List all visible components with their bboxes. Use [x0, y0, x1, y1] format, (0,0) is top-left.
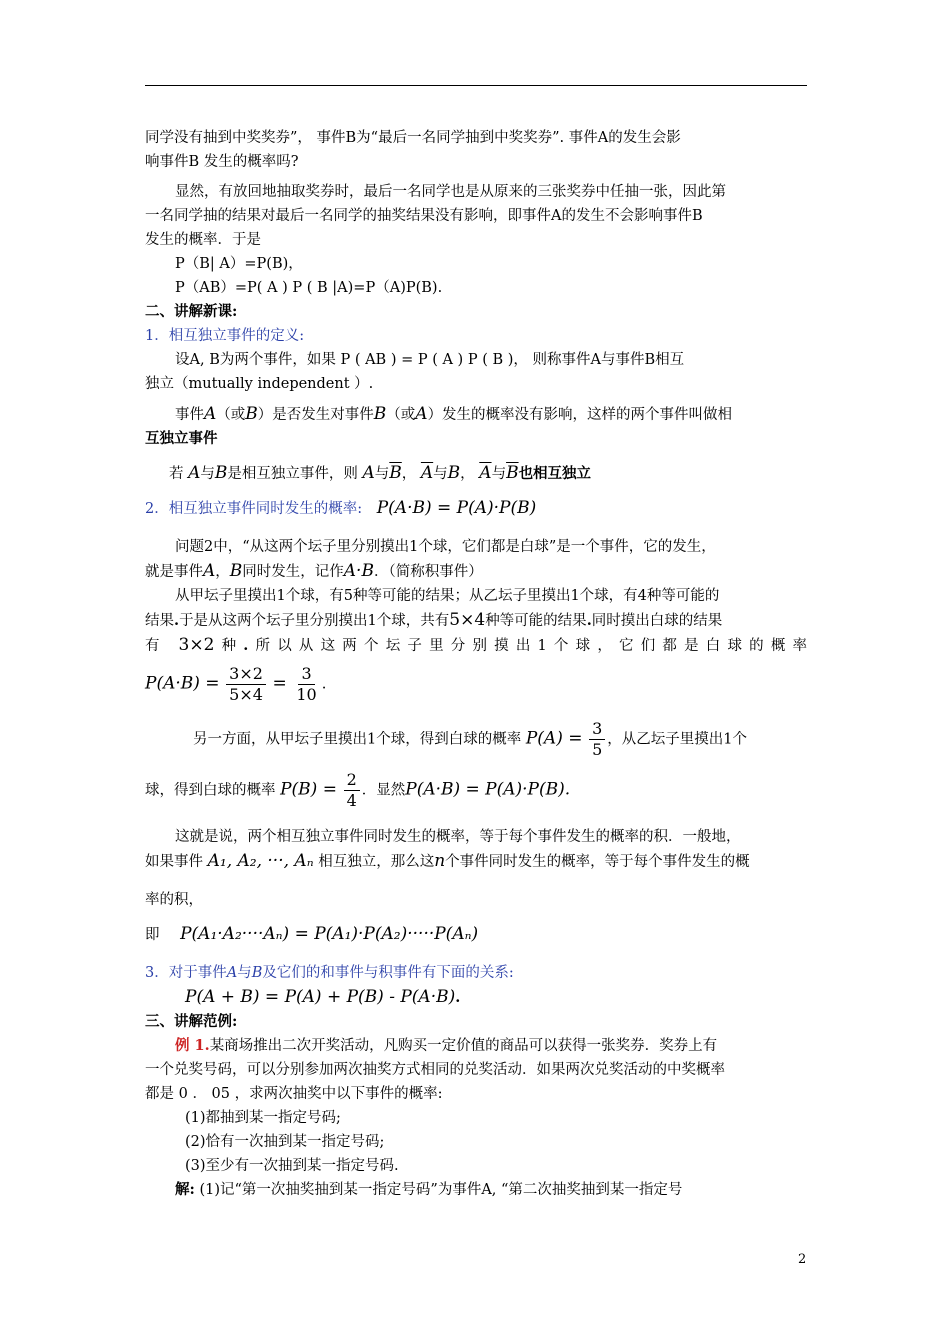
text: 及它们的和事件与积事件有下面的关系:	[262, 965, 514, 981]
text: ）发生的概率没有影响，这样的两个事件叫做相	[427, 407, 733, 423]
math-symbol-complement: $\overline{B}$	[389, 463, 402, 483]
fraction	[293, 664, 319, 705]
paragraph: 这就是说，两个相互独立事件同时发生的概率，等于每个事件发生的概率的积．一般地，	[175, 829, 741, 845]
definition: 设A, B为两个事件，如果 P ( AB ) = P ( A ) P ( B )， 则称事件A与事件B相互	[175, 352, 685, 368]
math-symbol: A	[362, 463, 375, 483]
math-symbol: B	[373, 404, 387, 424]
paragraph: 问题2中，“从这两个坛子里分别摸出1个球，它们都是白球”是一个事件，它的发生，	[175, 539, 716, 555]
math-symbol: B	[214, 463, 228, 483]
paragraph	[145, 849, 807, 874]
section-heading: 三、讲解范例:	[145, 1013, 238, 1030]
math-symbol: A	[204, 404, 217, 424]
page-number: 2	[798, 1252, 807, 1267]
math-symbol: A	[226, 965, 238, 981]
example: 一个兑奖号码，可以分别参加两次抽奖方式相同的兑奖活动．如果两次兑奖活动的中奖概率	[145, 1062, 725, 1078]
formula-line: P(A·B) = $\frac{3\times 2}{5\times 4}$ = $\frac{3}{10}$ .	[145, 664, 327, 704]
text: 也相互独立	[518, 465, 592, 482]
paragraph: 互独立事件	[145, 430, 218, 447]
text: 另一方面，从甲坛子里摸出1个球，得到白球的概率	[193, 731, 522, 748]
math-expression: P(A) =	[525, 728, 583, 749]
text: 同时发生，记作	[242, 564, 344, 580]
math-symbol: B	[245, 404, 258, 424]
text: 与	[200, 466, 215, 482]
math-expression: 5×4	[449, 610, 486, 630]
math-expression: 3×2	[178, 635, 215, 655]
text: 个事件同时发生的概率，等于每个事件发生的概	[445, 854, 750, 870]
denominator: 5×4	[229, 685, 263, 704]
text: 所以从这两个坛子里分别摸出1个球，它们都是白球的概率	[248, 638, 808, 654]
math-symbol-complement: $\overline{A}$	[479, 463, 492, 483]
text: 某商场推出二次开奖活动，凡购买一定价值的商品可以获得一张奖券．奖券上有	[209, 1038, 718, 1054]
text: （或	[386, 407, 416, 423]
formula: P(A·B) = P(A)·P(B)	[376, 498, 537, 518]
subsection-heading: 1．相互独立事件的定义:	[145, 328, 305, 344]
text: 就是事件	[145, 564, 203, 580]
denominator: 10	[296, 685, 317, 704]
text: 与	[491, 466, 507, 482]
intro-line: 同学没有抽到中奖奖券”， 事件B为“最后一名同学抽到中奖奖券”. 事件A的发生会影	[145, 130, 681, 146]
text: ，	[460, 466, 475, 482]
paragraph: 率的积，	[145, 892, 203, 908]
header-rule	[145, 85, 807, 86]
text: ．显然	[361, 782, 406, 799]
formula: P（AB）=P( A ) P ( B |A)=P（A)P(B).	[175, 280, 443, 296]
paragraph: 发生的概率．于是	[145, 232, 261, 248]
paragraph: 从甲坛子里摸出1个球，有5种等可能的结果；从乙坛子里摸出1个球，有4种等可能的	[175, 588, 720, 604]
math-expression: A₁, A₂, ···, Aₙ	[207, 851, 314, 871]
question: (1)都抽到某一指定号码;	[185, 1110, 341, 1126]
subsection-heading	[145, 961, 807, 985]
subsection-title: 2．相互独立事件同时发生的概率:	[145, 501, 363, 517]
paragraph: 就是事件A，B同时发生，记作A·B．（简称积事件）	[145, 561, 483, 581]
math-expression: P(A·B) =	[145, 673, 220, 694]
math-expression: A·B	[343, 561, 374, 581]
paragraph: 有 3×2种.所以从这两个坛子里分别摸出1个球，它们都是白球的概率	[145, 635, 808, 655]
text: 球，得到白球的概率	[145, 782, 276, 799]
definition: 独立（mutually independent ）.	[145, 376, 374, 392]
math-expression: P(A₁·A₂····Aₙ) = P(A₁)·P(A₂)·····P(Aₙ)	[180, 924, 479, 944]
numerator: 3	[298, 664, 314, 685]
math-symbol-complement: $\overline{A}$	[420, 463, 434, 483]
paragraph	[145, 719, 807, 760]
text: 于是从这两个坛子里分别摸出1个球，共有	[179, 613, 450, 629]
text: 同时摸出白球的结果	[591, 613, 723, 629]
fraction	[344, 770, 360, 811]
text: ．（简称积事件）	[373, 564, 483, 580]
text: 即	[145, 927, 160, 943]
text: ）是否发生对事件	[257, 407, 374, 423]
math-symbol: B	[251, 965, 263, 981]
solution	[145, 1178, 807, 1202]
math-symbol: A	[415, 404, 428, 424]
math-expression: P(A·B) = P(A)·P(B).	[405, 779, 571, 800]
text: 结果	[145, 613, 174, 629]
section-heading: 二、讲解新课:	[145, 303, 238, 320]
question: (2)恰有一次抽到某一指定号码;	[185, 1134, 385, 1150]
math-symbol: A	[203, 561, 216, 581]
question: (3)至少有一次抽到某一指定号码.	[185, 1158, 399, 1174]
text: 3．对于事件	[145, 965, 227, 981]
math-expression: P(A + B) = P(A) + P(B) - P(A·B)	[185, 987, 456, 1007]
numerator: 3×2	[226, 664, 266, 685]
subsection-heading	[145, 496, 807, 521]
formula: P（B| A）=P(B)，	[175, 256, 303, 272]
fraction	[226, 664, 266, 705]
example	[145, 1034, 807, 1058]
text: （或	[216, 407, 246, 423]
text: 种	[214, 638, 244, 654]
numerator: 2	[344, 770, 360, 791]
formula-line: P(A + B) = P(A) + P(B) - P(A·B).	[185, 987, 461, 1007]
paragraph: 结果.于是从这两个坛子里分别摸出1个球，共有5×4种等可能的结果.同时摸出白球的结果	[145, 610, 723, 630]
math-symbol: B	[447, 463, 461, 483]
intro-line: 响事件B 发生的概率吗?	[145, 154, 299, 170]
paragraph	[145, 402, 807, 427]
example-label: 例 1.	[175, 1037, 210, 1054]
denominator: 4	[346, 791, 357, 810]
text: (1)记“第一次抽奖抽到某一指定号码”为事件A, “第二次抽奖抽到某一指定号	[199, 1182, 683, 1198]
paragraph	[145, 770, 807, 811]
text: 种等可能的结果	[485, 613, 587, 629]
page-body	[145, 126, 807, 1202]
math-symbol: A	[188, 463, 201, 483]
math-symbol: n	[434, 851, 446, 871]
example: 都是 0 ． 05 ，求两次抽奖中以下事件的概率:	[145, 1086, 443, 1102]
formula-line	[145, 922, 807, 947]
math-expression: P(B) =	[280, 779, 337, 800]
solution-label: 解:	[175, 1181, 195, 1198]
math-symbol-complement: $\overline{B}$	[506, 463, 519, 483]
text: 若	[169, 466, 184, 482]
numerator: 3	[589, 719, 605, 740]
text: 是相互独立事件，则	[227, 466, 358, 482]
text: 与	[237, 965, 252, 981]
text: 与	[433, 466, 448, 482]
text: ，从乙坛子里摸出1个	[607, 731, 748, 748]
text: 如果事件	[145, 854, 203, 870]
text: 与	[374, 466, 390, 482]
paragraph	[145, 461, 807, 486]
fraction	[589, 719, 605, 760]
math-symbol: B	[229, 561, 243, 581]
text: 相互独立，那么这	[318, 854, 435, 870]
text: 有	[145, 638, 167, 654]
text: 事件	[175, 407, 204, 423]
paragraph: 显然，有放回地抽取奖券时，最后一名同学也是从原来的三张奖券中任抽一张，因此第	[175, 184, 726, 200]
paragraph: 一名同学抽的结果对最后一名同学的抽奖结果没有影响，即事件A的发生不会影响事件B	[145, 208, 703, 224]
denominator: 5	[592, 740, 603, 759]
text: ，	[401, 466, 417, 482]
